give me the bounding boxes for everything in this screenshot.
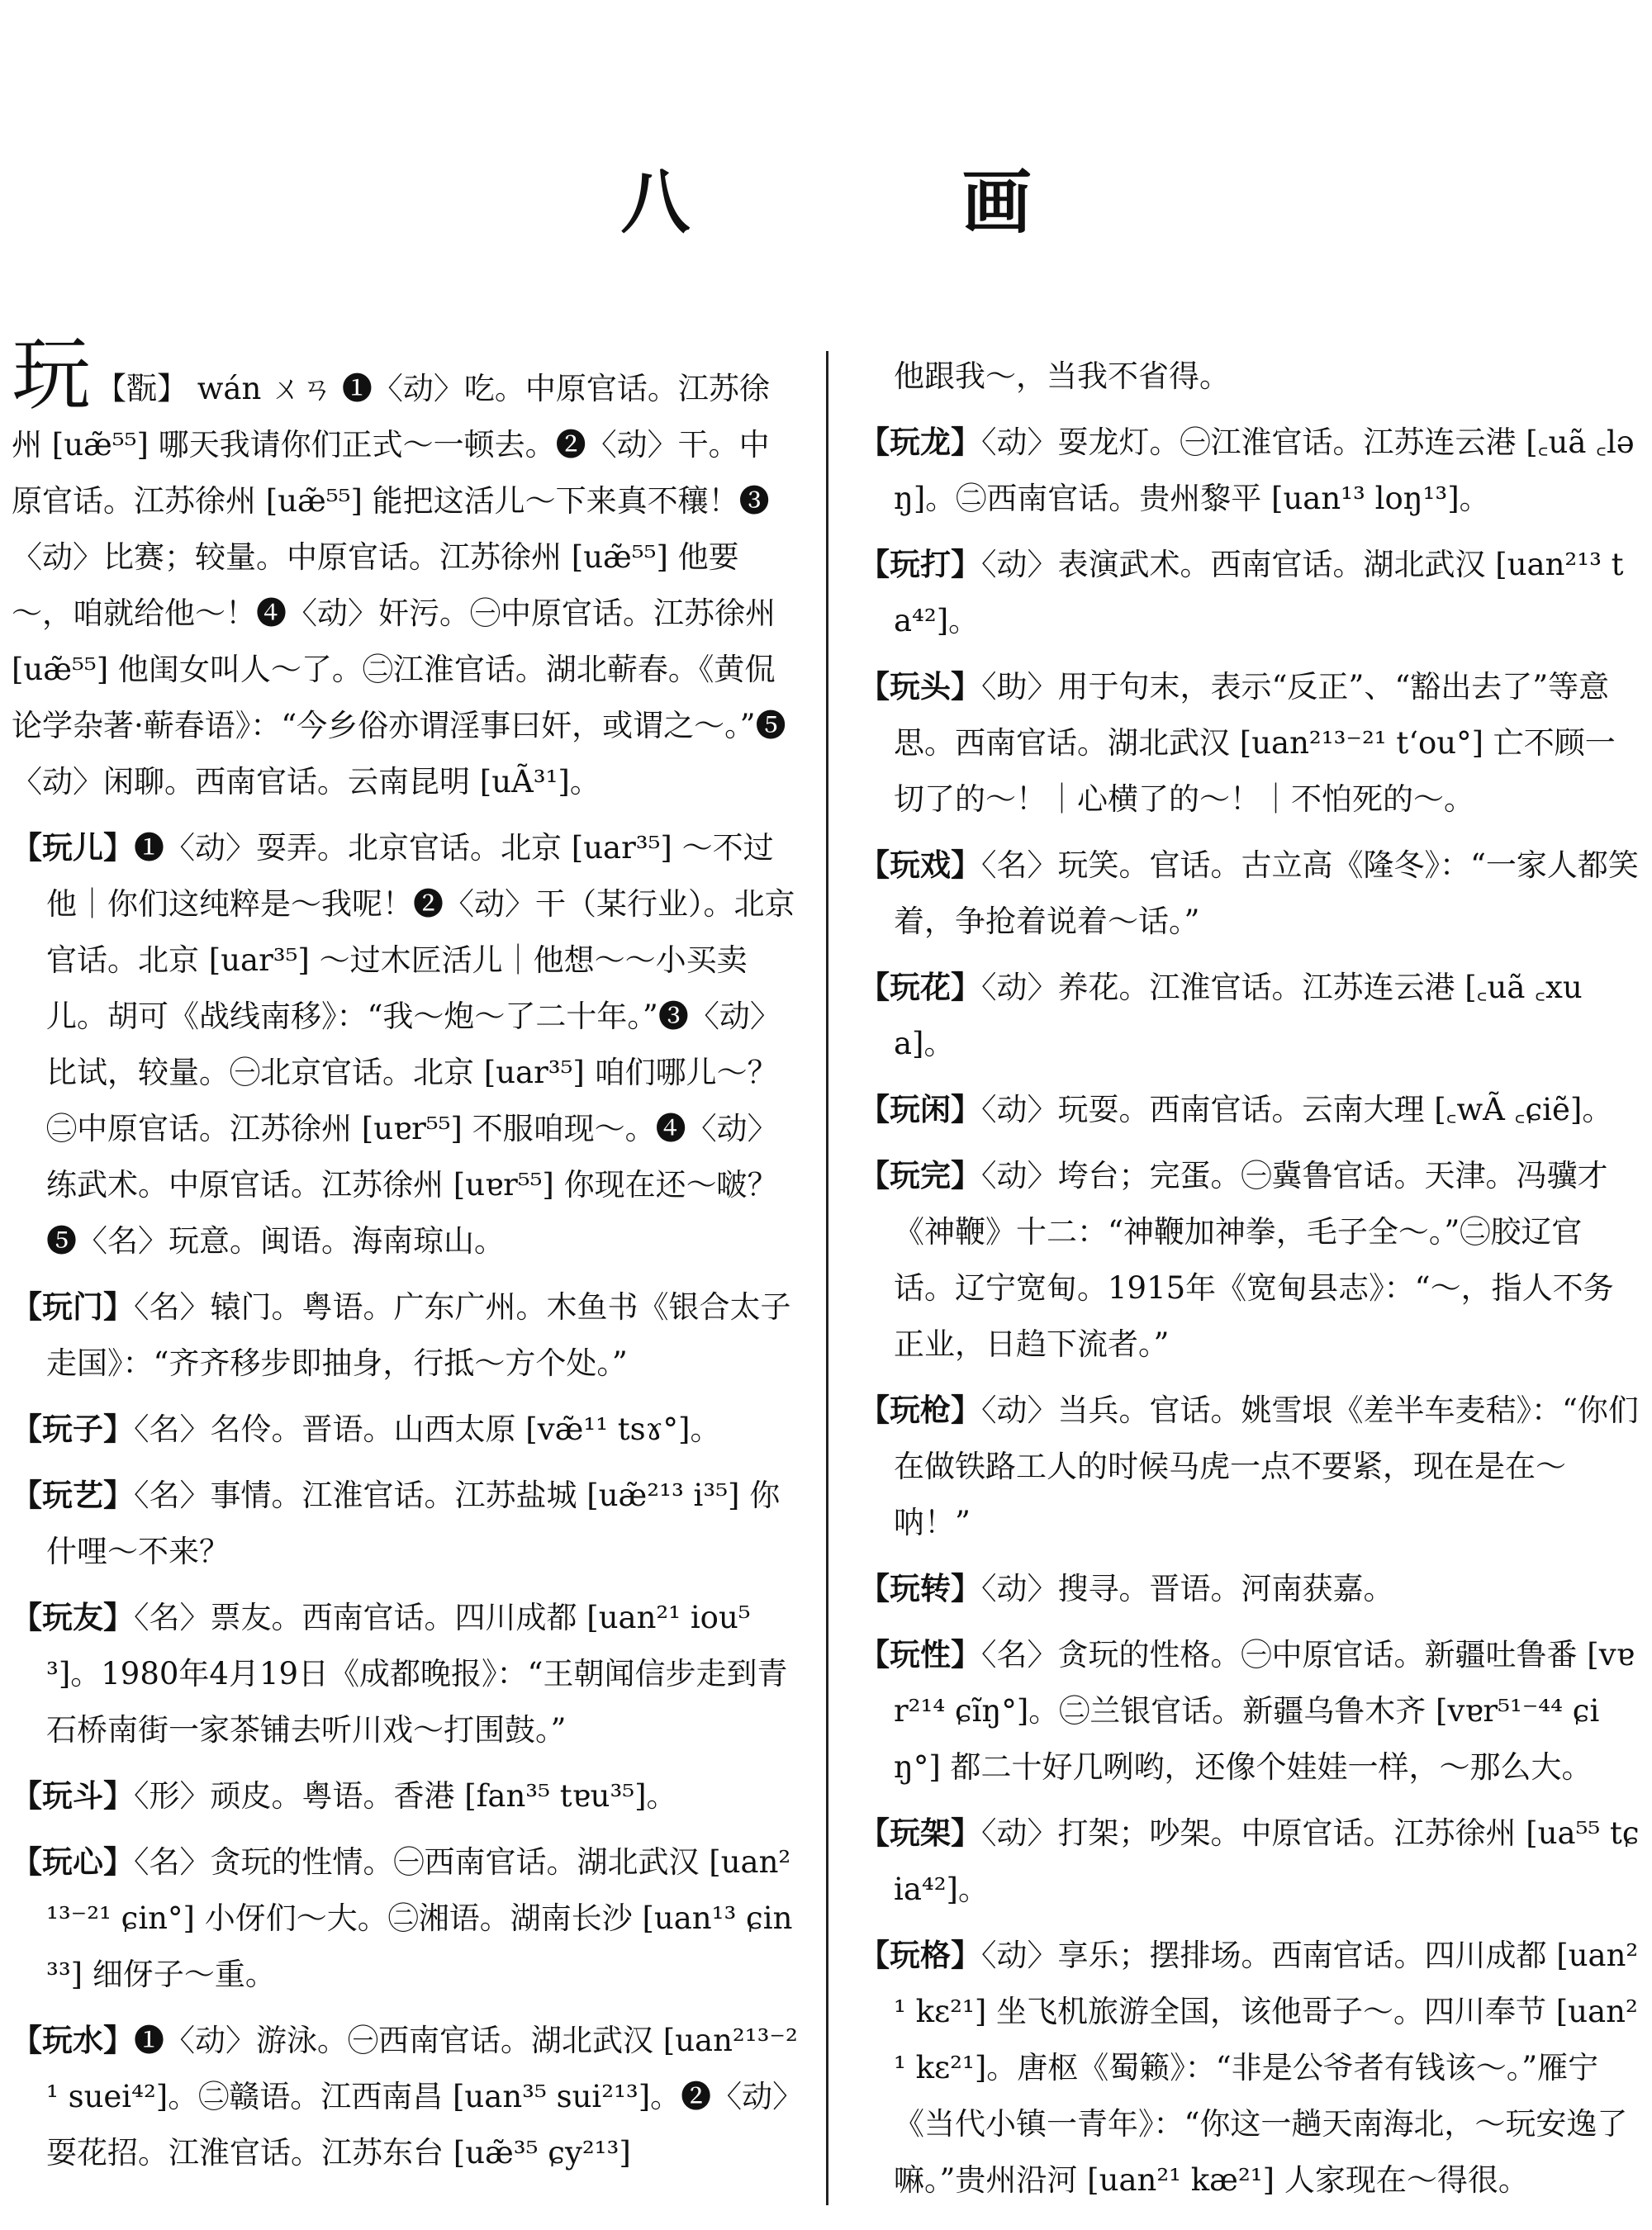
entry-headword: 【玩门】 xyxy=(12,1289,134,1325)
entry-headword: 【玩花】 xyxy=(859,970,981,1005)
dictionary-entry xyxy=(12,2013,798,2181)
entry-definition: 〈名〉名伶。晋语。山西太原 [væ̃¹¹ tsɤ°]。 xyxy=(134,1412,721,1447)
column-divider xyxy=(826,351,828,2205)
dictionary-entry xyxy=(859,659,1640,828)
dictionary-entry xyxy=(12,329,798,810)
entry-headword: 【玩龙】 xyxy=(859,425,981,460)
entry-definition: 〈名〉贪玩的性情。㊀西南官话。湖北武汉 [uan²¹³⁻²¹ ɕin°] 小伢们～大。㊁湘语。湖南长沙 [uan¹³ ɕin³³] 细伢子～重。 xyxy=(46,1844,793,1992)
entry-headword: 【玩性】 xyxy=(859,1637,981,1672)
entry-headword: 【玩格】 xyxy=(859,1938,981,1973)
dictionary-entry xyxy=(12,1402,798,1458)
entry-headword: 【玩转】 xyxy=(859,1571,981,1606)
entry-definition: 〈名〉玩笑。官话。古立高《隆冬》：“一家人都笑着，争抢着说着～话。” xyxy=(894,847,1639,939)
dictionary-entry xyxy=(859,415,1640,527)
dictionary-entry xyxy=(859,537,1640,649)
entry-definition: 〈名〉事情。江淮官话。江苏盐城 [uæ̃²¹³ i³⁵] 你什哩～不来？ xyxy=(46,1478,781,1569)
dictionary-entry xyxy=(12,1468,798,1580)
entry-headword: 【玩心】 xyxy=(12,1844,134,1880)
entry-definition: 〈动〉表演武术。西南官话。湖北武汉 [uan²¹³ ta⁴²]。 xyxy=(894,547,1624,638)
entry-definition: 〈名〉辕门。粤语。广东广州。木鱼书《银合太子走国》：“齐齐移步即抽身，行抵～方个处。” xyxy=(46,1289,791,1381)
entry-definition: 〈动〉搜寻。晋语。河南获嘉。 xyxy=(981,1571,1394,1606)
entry-definition: 〈动〉养花。江淮官话。江苏连云港 [꜀uã ꜀xua]。 xyxy=(894,970,1583,1061)
dictionary-entry xyxy=(859,1561,1640,1617)
right-column xyxy=(859,347,1640,2218)
entry-headword: 【玩艺】 xyxy=(12,1478,134,1513)
dictionary-entry xyxy=(859,1082,1640,1138)
page-title: 八 画 xyxy=(620,162,1156,243)
dictionary-entry xyxy=(859,960,1640,1072)
dictionary-entry xyxy=(859,1805,1640,1918)
dictionary-entry xyxy=(12,1279,798,1392)
entry-definition: 〈形〉顽皮。粤语。香港 [fan³⁵ tɐu³⁵]。 xyxy=(134,1778,677,1814)
entry-headword: 【玩儿】 xyxy=(12,830,134,866)
dictionary-entry xyxy=(12,820,798,1269)
entry-definition: 〈名〉贪玩的性格。㊀中原官话。新疆吐鲁番 [vɐr²¹⁴ ɕĩŋ°]。㊁兰银官话。新疆乌鲁木齐 [vɐr⁵¹⁻⁴⁴ ɕiŋ°] 都二十好几咧哟，还像个娃娃一样，～那么大。 xyxy=(894,1637,1635,1785)
entry-headword: 【玩架】 xyxy=(859,1815,981,1851)
entry-headword: 【玩戏】 xyxy=(859,847,981,883)
dictionary-entry xyxy=(859,837,1640,950)
entry-definition: ❶〈动〉游泳。㊀西南官话。湖北武汉 [uan²¹³⁻²¹ suei⁴²]。㊁赣语。江西南昌 [uan³⁵ sui²¹³]。❷〈动〉耍花招。江淮官话。江苏东台 [uæ̃³⁵ ɕy²¹³] xyxy=(46,2023,798,2171)
dictionary-entry xyxy=(12,1768,798,1824)
entry-headword: 【玩子】 xyxy=(12,1412,134,1447)
entry-headword: 【玩友】 xyxy=(12,1600,134,1635)
entry-definition: 〈动〉垮台；完蛋。㊀冀鲁官话。天津。冯骥才《神鞭》十二：“神鞭加神拳，毛子全～。”㊁胶辽官话。辽宁宽甸。1915年《宽甸县志》：“～，指人不务正业，日趋下流者。” xyxy=(894,1158,1614,1362)
dictionary-entry xyxy=(859,1148,1640,1373)
entry-definition: 〈动〉享乐；摆排场。西南官话。四川成都 [uan²¹ kɛ²¹] 坐飞机旅游全国，该他哥子～。四川奉节 [uan²¹ kɛ²¹]。唐枢《蜀籁》：“非是公爷者有钱该～。”雁宁《当代小镇一青年》：“你这一趟天南海北，～玩安逸了嘛。”贵州沿河 [uan²¹ kæ²¹] 人家现在～得很。 xyxy=(894,1938,1639,2198)
dictionary-entry xyxy=(12,1590,798,1758)
entry-headword: 【玩打】 xyxy=(859,547,981,582)
entry-headword: 【玩水】 xyxy=(12,2023,134,2058)
entry-headword: 【玩头】 xyxy=(859,669,981,705)
entry-headword: 【玩闲】 xyxy=(859,1092,981,1127)
entry-definition: 〈动〉打架；吵架。中原官话。江苏徐州 [ua⁵⁵ tɕia⁴²]。 xyxy=(894,1815,1640,1907)
entry-definition: ❶〈动〉耍弄。北京官话。北京 [uar³⁵] ～不过他｜你们这纯粹是～我呢！❷〈动〉干（某行业）。北京官话。北京 [uar³⁵] ～过木匠活儿｜他想～～小买卖儿。胡可《战线南移》：“我～炮～了二十年。”❸〈动〉比试，较量。㊀北京官话。北京 [uar³⁵] 咱们哪儿～？㊁中原官话。江苏徐州 [uɐr⁵⁵] 不服咱现～。❹〈动〉练武术。中原官话。江苏徐州 [uɐr⁵⁵] 你现在还～啵？❺〈名〉玩意。闽语。海南琼山。 xyxy=(46,830,795,1259)
dictionary-entry xyxy=(859,1928,1640,2209)
dictionary-entry xyxy=(859,1627,1640,1796)
entry-definition: 〈名〉票友。西南官话。四川成都 [uan²¹ iou⁵³]。1980年4月19日《成都晚报》：“王朝闻信步走到青石桥南街一家茶铺去听川戏～打围鼓。” xyxy=(46,1600,788,1748)
entry-definition: 〈动〉耍龙灯。㊀江淮官话。江苏连云港 [꜀uã ꜀ləŋ]。㊁西南官话。贵州黎平 [uan¹³ loŋ¹³]。 xyxy=(894,425,1635,516)
entry-definition: 〈助〉用于句末，表示“反正”、“豁出去了”等意思。西南官话。湖北武汉 [uan²¹³⁻²¹ tʻou°] 亡不顾一切了的～！｜心横了的～！｜不怕死的～。 xyxy=(894,669,1616,817)
entry-headword: 【玩枪】 xyxy=(859,1393,981,1428)
dictionary-entry xyxy=(12,1834,798,2003)
entry-definition: 【翫】 wán ㄨㄢ ❶〈动〉吃。中原官话。江苏徐州 [uæ̃⁵⁵] 哪天我请你们正式～一顿去。❷〈动〉干。中原官话。江苏徐州 [uæ̃⁵⁵] 能把这活儿～下来真不穰！❸〈动〉比赛；较量。中原官话。江苏徐州 [uæ̃⁵⁵] 他要～，咱就给他～！❹〈动〉奸污。㊀中原官话。江苏徐州 [uæ̃⁵⁵] 他闺女叫人～了。㊁江淮官话。湖北蕲春。《黄侃论学杂著·蕲春语》：“今乡俗亦谓淫事曰奸，或谓之～。”❺〈动〉闲聊。西南官话。云南昆明 [uÃ³¹]。 xyxy=(12,371,786,799)
dictionary-entry xyxy=(859,1383,1640,1551)
entry-continuation: 他跟我～，当我不省得。 xyxy=(894,358,1230,394)
entry-definition: 〈动〉当兵。官话。姚雪垠《差半车麦秸》：“你们在做铁路工人的时候马虎一点不要紧，现在是在～呐！” xyxy=(894,1393,1639,1540)
entry-headword: 【玩完】 xyxy=(859,1158,981,1193)
entry-headword: 【玩斗】 xyxy=(12,1778,134,1814)
entry-definition: 〈动〉玩耍。西南官话。云南大理 [꜀wÃ ꜀ɕiẽ]。 xyxy=(981,1092,1613,1127)
left-column xyxy=(12,329,798,2191)
entry-headword: 玩 xyxy=(12,329,91,421)
